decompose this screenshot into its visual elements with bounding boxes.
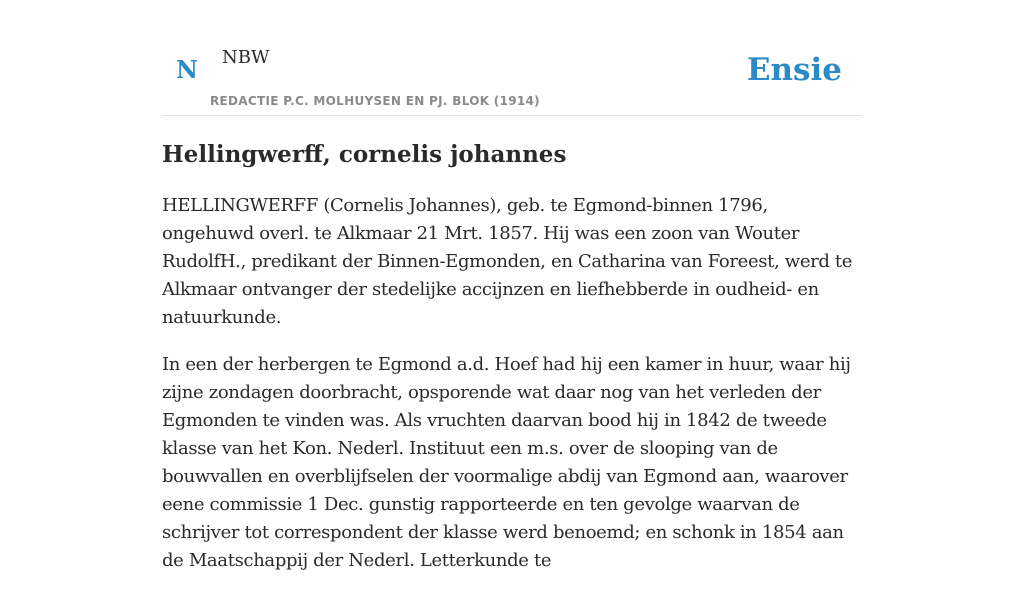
article-title: Hellingwerff, cornelis johannes bbox=[162, 141, 567, 168]
article-body bbox=[162, 192, 862, 594]
source-logo[interactable]: N bbox=[176, 55, 198, 84]
article-paragraph: HELLINGWERFF (Cornelis Johannes), geb. te Egmond-binnen 1796, ongehuwd overl. te Alkmaar 21 Mrt. 1857. Hij was een zoon van Wouter RudolfH., predikant der Binnen-Egmonden, en Catharina van Foreest, werd te Alkmaar ontvanger der stedelijke accijnzen en liefhebberde in oudheid- en natuurkunde. bbox=[162, 195, 853, 328]
source-subtitle: REDACTIE P.C. MOLHUYSEN EN PJ. BLOK (1914) bbox=[210, 94, 540, 108]
brand-logo[interactable]: Ensie bbox=[746, 52, 842, 88]
article-paragraph: In een der herbergen te Egmond a.d. Hoef had hij een kamer in huur, waar hij zijne zondagen doorbracht, opsporende wat daar nog van het verleden der Egmonden te vinden was. Als vruchten daarvan bood hij in 1842 de tweede klasse van het Kon. Nederl. Instituut een m.s. over de slooping van de bouwvallen en overblijfselen der voormalige abdij van Egmond aan, waarover eene commissie 1 Dec. gunstig rapporteerde en ten gevolge waarvan de schrijver tot correspondent der klasse werd benoemd; en schonk in 1854 aan de Maatschappij der Nederl. Letterkunde te bbox=[162, 354, 851, 571]
source-header bbox=[162, 0, 862, 116]
page bbox=[162, 0, 862, 571]
source-name[interactable]: NBW bbox=[222, 47, 270, 68]
